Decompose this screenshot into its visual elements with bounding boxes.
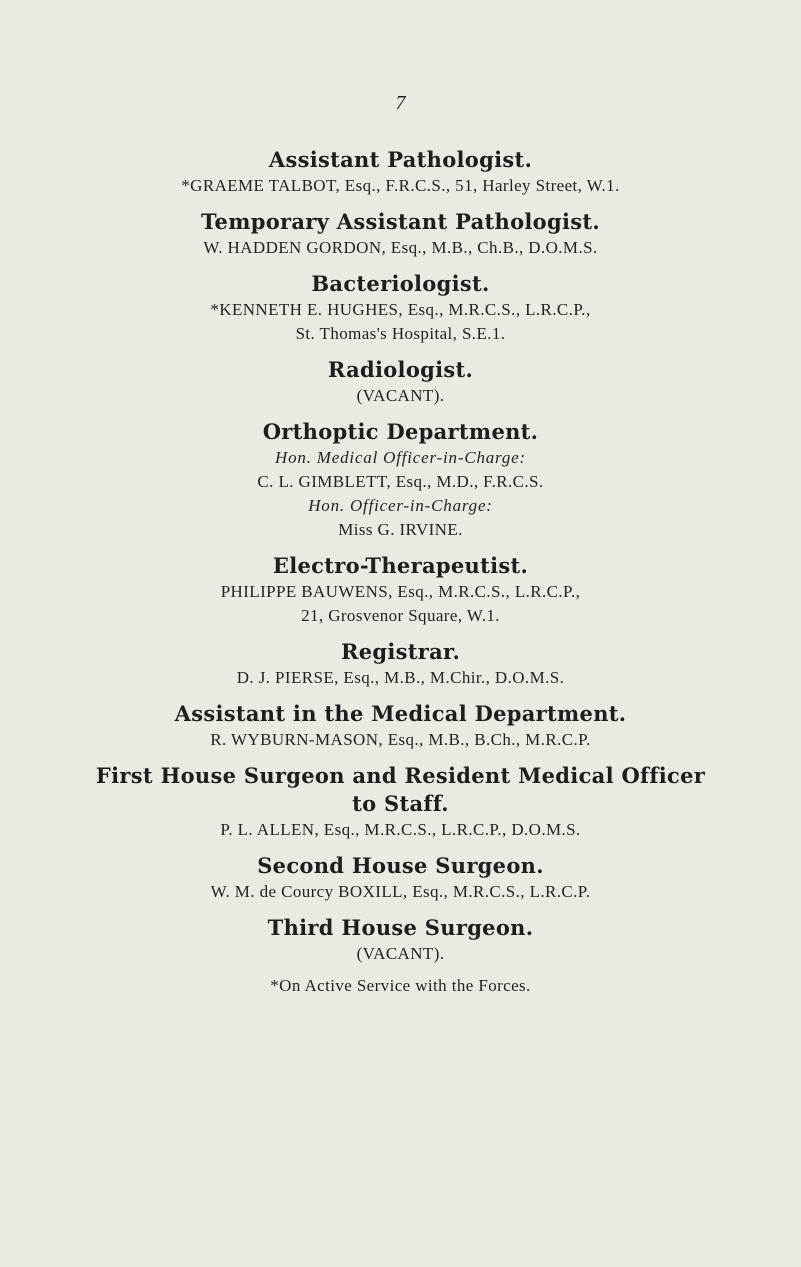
staff-entry: (VACANT).	[356, 386, 445, 405]
staff-entry: W. M. de Courcy BOXILL, Esq., M.R.C.S., L.R.C.P.	[210, 882, 591, 901]
role-title: Hon. Medical Officer-in-Charge:	[275, 448, 526, 467]
staff-entry: P. L. ALLEN, Esq., M.R.C.S., L.R.C.P., D.O.M.S.	[220, 820, 581, 839]
staff-entry: Miss G. IRVINE.	[338, 520, 463, 539]
section-temporary-assistant-pathologist	[0, 208, 801, 260]
section-radiologist	[0, 356, 801, 408]
section-heading: Bacteriologist.	[311, 271, 490, 296]
section-heading: First House Surgeon and Resident Medical Officer	[95, 763, 706, 788]
section-heading: Radiologist.	[327, 357, 474, 382]
section-registrar	[0, 638, 801, 690]
staff-entry: R. WYBURN-MASON, Esq., M.B., B.Ch., M.R.C.P.	[210, 730, 591, 749]
role-title: Hon. Officer-in-Charge:	[308, 496, 493, 515]
staff-address: St. Thomas's Hospital, S.E.1.	[295, 324, 506, 343]
page-number: 7	[395, 92, 406, 114]
staff-entry: C. L. GIMBLETT, Esq., M.D., F.R.C.S.	[257, 472, 544, 491]
section-heading: Electro-Therapeutist.	[272, 553, 529, 578]
staff-entry: D. J. PIERSE, Esq., M.B., M.Chir., D.O.M.S.	[236, 668, 565, 687]
section-heading: Temporary Assistant Pathologist.	[201, 209, 600, 234]
staff-address: 21, Grosvenor Square, W.1.	[301, 606, 500, 625]
section-assistant-pathologist	[0, 146, 801, 198]
section-orthoptic-department	[0, 418, 801, 542]
section-heading: Assistant Pathologist.	[268, 147, 533, 172]
section-heading: Third House Surgeon.	[267, 915, 534, 940]
section-first-house-surgeon	[0, 762, 801, 842]
staff-entry: PHILIPPE BAUWENS, Esq., M.R.C.S., L.R.C.P.,	[220, 582, 581, 601]
footnote: *On Active Service with the Forces.	[270, 976, 531, 995]
section-third-house-surgeon	[0, 914, 801, 966]
section-assistant-medical-department	[0, 700, 801, 752]
section-heading: Registrar.	[340, 639, 461, 664]
section-heading: Second House Surgeon.	[257, 853, 544, 878]
staff-entry: *GRAEME TALBOT, Esq., F.R.C.S., 51, Harley Street, W.1.	[181, 176, 620, 195]
section-heading: Assistant in the Medical Department.	[174, 701, 627, 726]
section-second-house-surgeon	[0, 852, 801, 904]
staff-entry: (VACANT).	[356, 944, 445, 963]
staff-list	[0, 146, 801, 998]
section-bacteriologist	[0, 270, 801, 346]
staff-entry: W. HADDEN GORDON, Esq., M.B., Ch.B., D.O.M.S.	[203, 238, 598, 257]
section-electro-therapeutist	[0, 552, 801, 628]
section-heading-continued: to Staff.	[352, 791, 449, 816]
staff-entry: *KENNETH E. HUGHES, Esq., M.R.C.S., L.R.C.P.,	[210, 300, 591, 319]
section-heading: Orthoptic Department.	[262, 419, 539, 444]
